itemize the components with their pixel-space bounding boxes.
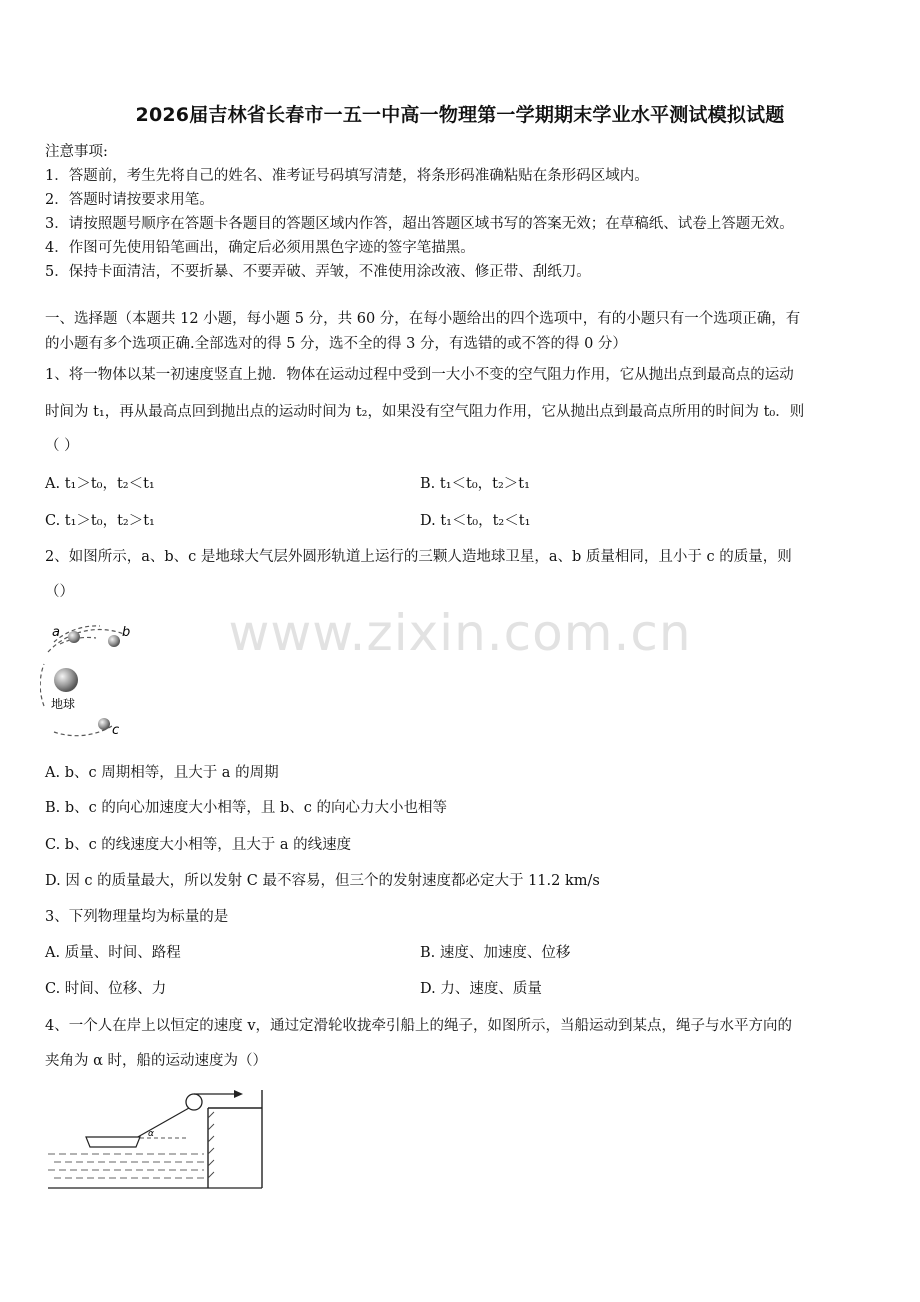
boat-pulley-figure — [44, 1084, 268, 1192]
arrow-right-icon — [234, 1090, 243, 1098]
question-2-text: （） — [45, 584, 74, 600]
satellite-c — [98, 718, 110, 730]
question-1-text: 时间为 t₁，再从最高点回到抛出点的运动时间为 t₂，如果没有空气阻力作用，它从抛出点到最高点所用的时间为 t₀．则 — [45, 404, 805, 420]
option-a: A. b、c 周期相等，且大于 a 的周期 — [45, 765, 279, 781]
option-d: D. t₁＜t₀，t₂＜t₁ — [420, 513, 531, 529]
question-4-text: 4、一个人在岸上以恒定的速度 v，通过定滑轮收拢牵引船上的绳子，如图所示，当船运动到某点，绳子与水平方向的 — [45, 1018, 793, 1034]
angle-label: α — [148, 1129, 154, 1139]
label-a: a — [52, 625, 60, 640]
satellite-b — [108, 635, 120, 647]
rope — [136, 1108, 189, 1138]
satellite-a — [68, 631, 80, 643]
earth — [54, 668, 78, 692]
label-c: c — [112, 723, 120, 738]
option-c: C. b、c 的线速度大小相等，且大于 a 的线速度 — [45, 837, 352, 853]
notice-item: 2．答题时请按要求用笔。 — [45, 192, 214, 208]
notice-item: 4．作图可先使用铅笔画出，确定后必须用黑色字迹的签字笔描黑。 — [45, 240, 475, 256]
question-4-text: 夹角为 α 时，船的运动速度为（） — [45, 1053, 268, 1069]
question-2-text: 2、如图所示，a、b、c 是地球大气层外圆形轨道上运行的三颗人造地球卫星，a、b 质量相同，且小于 c 的质量，则 — [45, 549, 792, 565]
option-d: D. 力、速度、质量 — [420, 981, 542, 997]
outer-orbit — [40, 664, 44, 706]
option-c: C. 时间、位移、力 — [45, 981, 167, 997]
notice-item: 1．答题前，考生先将自己的姓名、准考证号码填写清楚，将条形码准确粘贴在条形码区域内。 — [45, 168, 649, 184]
boat — [86, 1137, 140, 1147]
option-a: A. 质量、时间、路程 — [45, 945, 181, 961]
label-b: b — [122, 625, 131, 640]
option-d: D. 因 c 的质量最大，所以发射 C 最不容易，但三个的发射速度都必定大于 11.2 km/s — [45, 873, 600, 889]
water — [48, 1154, 204, 1178]
page-title: 2026届吉林省长春市一五一中高一物理第一学期期末学业水平测试模拟试题 — [135, 104, 785, 126]
pulley — [186, 1094, 202, 1110]
question-1-text: （ ） — [45, 438, 79, 454]
notice-item: 3．请按照题号顺序在答题卡各题目的答题区域内作答，超出答题区域书写的答案无效；在草稿纸、试卷上答题无效。 — [45, 216, 794, 232]
option-b: B. 速度、加速度、位移 — [420, 945, 571, 961]
question-1-text: 1、将一物体以某一初速度竖直上抛．物体在运动过程中受到一大小不变的空气阻力作用，它从抛出点到最高点的运动 — [45, 367, 794, 383]
satellite-orbit-figure — [40, 612, 150, 744]
notice-heading: 注意事项: — [45, 144, 108, 160]
option-b: B. t₁＜t₀，t₂＞t₁ — [420, 476, 530, 492]
wall-hatching — [208, 1112, 214, 1178]
section-instructions: 的小题有多个选项正确.全部选对的得 5 分，选不全的得 3 分，有选错的或不答的得 0 分） — [45, 336, 627, 352]
section-instructions: 一、选择题（本题共 12 小题，每小题 5 分，共 60 分，在每小题给出的四个选项中，有的小题只有一个选项正确，有 — [45, 311, 801, 327]
option-c: C. t₁＞t₀，t₂＞t₁ — [45, 513, 155, 529]
question-3-text: 3、下列物理量均为标量的是 — [45, 909, 229, 925]
option-a: A. t₁＞t₀，t₂＜t₁ — [45, 476, 155, 492]
watermark: www.zixin.com.cn — [228, 604, 692, 662]
label-earth: 地球 — [51, 697, 76, 711]
option-b: B. b、c 的向心加速度大小相等，且 b、c 的向心力大小也相等 — [45, 800, 448, 816]
notice-item: 5．保持卡面清洁，不要折暴、不要弄破、弄皱，不准使用涂改液、修正带、刮纸刀。 — [45, 264, 591, 280]
